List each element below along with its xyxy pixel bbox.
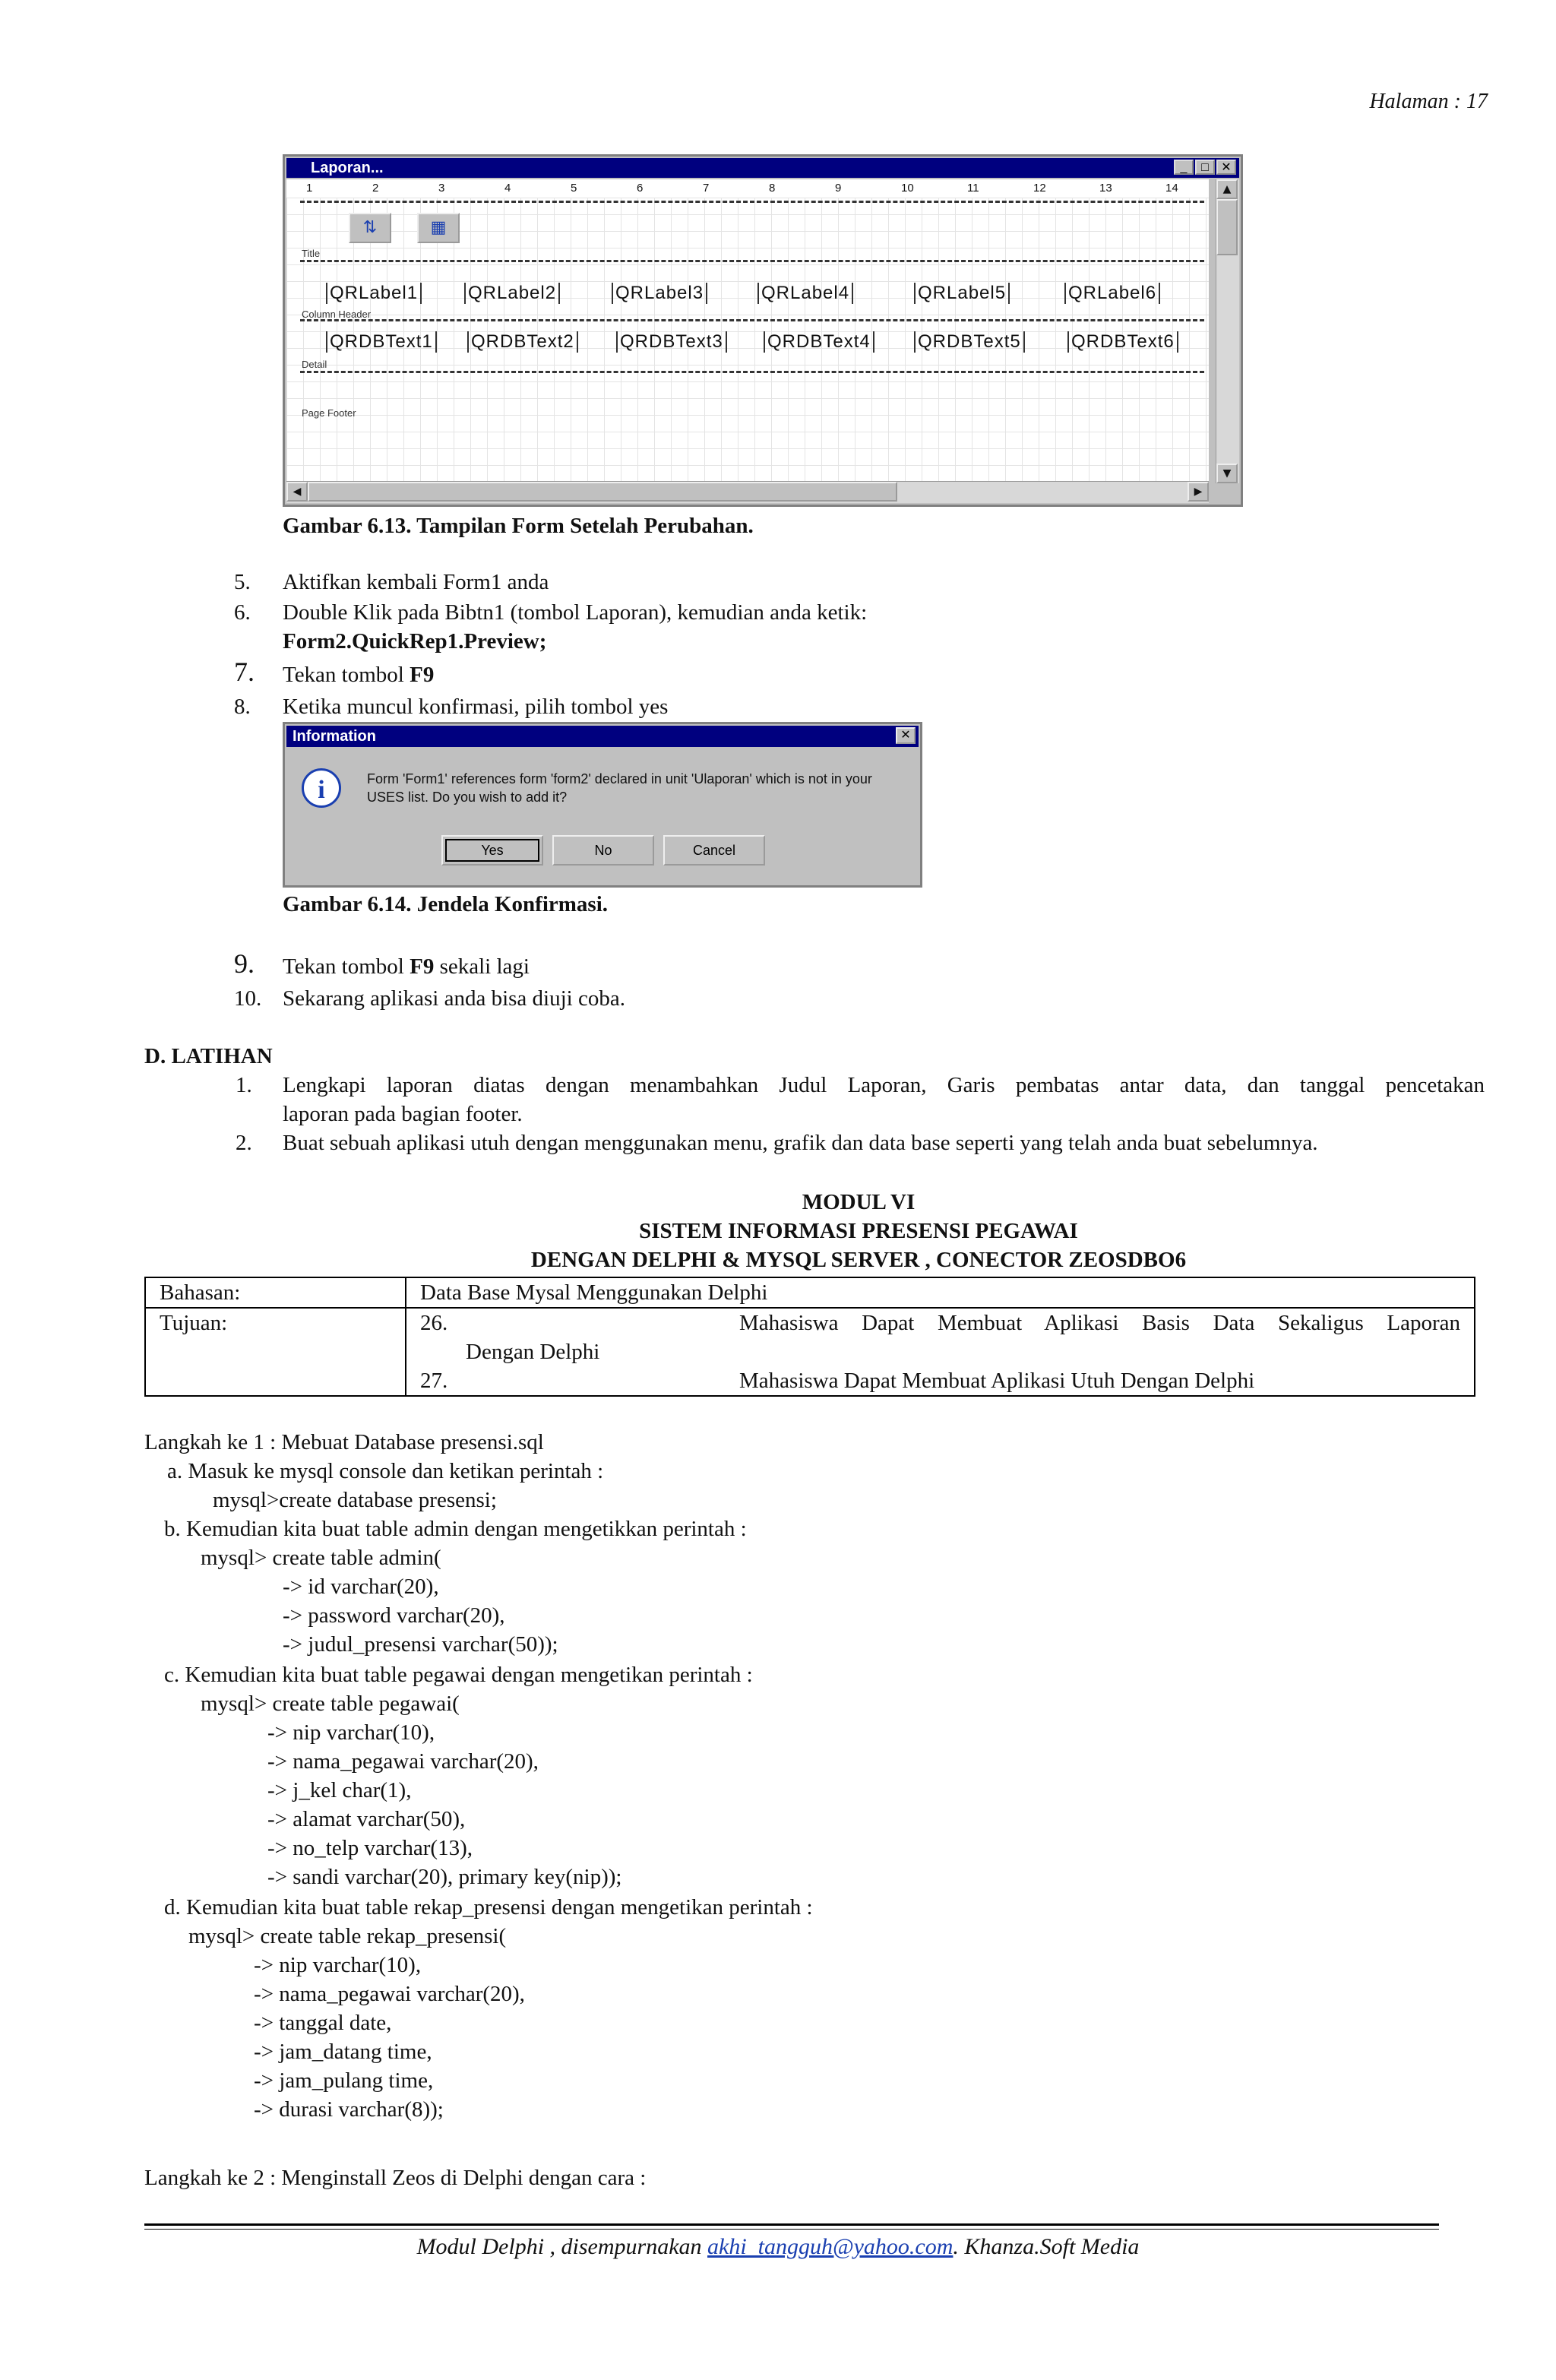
maximize-button[interactable]: □ xyxy=(1195,160,1215,175)
band-label-page-footer: Page Footer xyxy=(302,407,356,419)
ruler-number: 7 xyxy=(703,182,710,195)
code-line: -> judul_presensi varchar(50)); xyxy=(283,1632,558,1657)
band-label-column-header: Column Header xyxy=(302,309,372,320)
ruler-number: 5 xyxy=(571,182,577,195)
report-data-icon[interactable]: ⇅ xyxy=(349,213,391,243)
table-cell xyxy=(406,1308,1475,1396)
exercise-text: Buat sebuah aplikasi utuh dengan menggunakan menu, grafik dan data base seperti yang telah anda buat sebelumnya. xyxy=(283,1131,1318,1155)
step-text: Aktifkan kembali Form1 anda xyxy=(283,570,549,594)
qrlabel-3[interactable]: QRLabel3 xyxy=(612,283,707,304)
goal-number: 27. xyxy=(420,1369,448,1393)
modul-title: MODUL VI xyxy=(802,1190,916,1214)
step-text: Double Klik pada Bibtn1 (tombol Laporan), kemudian anda ketik: xyxy=(283,600,868,625)
email-link[interactable]: akhi_tangguh@yahoo.com xyxy=(707,2234,954,2259)
band-divider xyxy=(300,319,1204,321)
scroll-up-icon[interactable]: ▲ xyxy=(1216,179,1238,199)
code-line: -> alamat varchar(50), xyxy=(267,1807,466,1831)
scroll-down-icon[interactable]: ▼ xyxy=(1216,464,1238,483)
figure-6-13-caption: Gambar 6.13. Tampilan Form Setelah Perubahan. xyxy=(283,514,754,538)
qrdbtext-5[interactable]: QRDBText5 xyxy=(914,331,1025,353)
substep-c: c. Kemudian kita buat table pegawai dengan mengetikan perintah : xyxy=(164,1663,753,1687)
ruler-number: 2 xyxy=(372,182,379,195)
code-line: mysql>create database presensi; xyxy=(213,1488,497,1512)
step-text: Tekan tombol F9 sekali lagi xyxy=(283,954,530,979)
substep-a: a. Masuk ke mysql console dan ketikan perintah : xyxy=(167,1459,604,1483)
code-line: mysql> create table pegawai( xyxy=(201,1692,460,1716)
window-title: Laporan... xyxy=(311,160,384,176)
substep-b: b. Kemudian kita buat table admin dengan mengetikkan perintah : xyxy=(164,1517,747,1541)
goal-text-cont: Dengan Delphi xyxy=(466,1340,600,1364)
step-text: Sekarang aplikasi anda bisa diuji coba. xyxy=(283,986,625,1011)
key-f9: F9 xyxy=(410,663,435,687)
table-cell: Tujuan: xyxy=(145,1308,406,1396)
code-line: -> durasi varchar(8)); xyxy=(254,2097,444,2122)
step-number: 7. xyxy=(234,657,255,687)
horizontal-scrollbar[interactable] xyxy=(286,481,1209,503)
ruler-number: 14 xyxy=(1165,182,1178,195)
goal-number: 26. xyxy=(420,1311,448,1335)
modul-subtitle-2: DENGAN DELPHI & MYSQL SERVER , CONECTOR ZEOSDBO6 xyxy=(530,1248,1187,1272)
modul-subtitle: SISTEM INFORMASI PRESENSI PEGAWAI xyxy=(639,1219,1078,1243)
exercise-number: 1. xyxy=(236,1073,252,1097)
yes-button[interactable]: Yes xyxy=(441,835,543,866)
goal-text: Mahasiswa Dapat Membuat Aplikasi Utuh Dengan Delphi xyxy=(739,1369,1255,1393)
step-text: Tekan tombol F9 xyxy=(283,663,435,687)
module-info-table xyxy=(144,1277,1475,1397)
langkah-2-heading: Langkah ke 2 : Menginstall Zeos di Delphi dengan cara : xyxy=(144,2166,647,2190)
ruler-number: 11 xyxy=(967,182,979,195)
band-label-title: Title xyxy=(302,248,321,259)
dialog-title-bar[interactable] xyxy=(286,726,919,747)
code-line: -> tanggal date, xyxy=(254,2011,392,2035)
step-number: 6. xyxy=(234,600,251,625)
step-number: 9. xyxy=(234,948,255,979)
step-text: Ketika muncul konfirmasi, pilih tombol yes xyxy=(283,695,669,719)
langkah-1-heading: Langkah ke 1 : Mebuat Database presensi.sql xyxy=(144,1430,544,1454)
qrdbtext-3[interactable]: QRDBText3 xyxy=(616,331,727,353)
ruler-number: 6 xyxy=(637,182,644,195)
no-button[interactable]: No xyxy=(552,835,654,866)
information-dialog xyxy=(283,722,922,888)
ruler-number: 9 xyxy=(835,182,842,195)
code-line: -> nama_pegawai varchar(20), xyxy=(254,1982,525,2006)
minimize-button[interactable]: _ xyxy=(1174,160,1194,175)
code-line: -> j_kel char(1), xyxy=(267,1778,412,1802)
band-divider xyxy=(300,201,1204,203)
table-cell: Bahasan: xyxy=(145,1277,406,1308)
code-line: -> jam_pulang time, xyxy=(254,2068,434,2093)
code-line: -> nip varchar(10), xyxy=(267,1720,435,1745)
scroll-right-icon[interactable]: ▶ xyxy=(1188,482,1209,502)
qrlabel-5[interactable]: QRLabel5 xyxy=(914,283,1010,304)
report-table-icon[interactable]: ▦ xyxy=(417,213,460,243)
scroll-left-icon[interactable]: ◀ xyxy=(286,482,308,502)
page-number-header: Halaman : 17 xyxy=(1369,90,1488,113)
qrdbtext-4[interactable]: QRDBText4 xyxy=(764,331,874,353)
qrlabel-4[interactable]: QRLabel4 xyxy=(757,283,853,304)
code-line: -> jam_datang time, xyxy=(254,2040,432,2064)
exercise-text: Lengkapi laporan diatas dengan menambahkan Judul Laporan, Garis pembatas antar data, dan tanggal pencetakan xyxy=(283,1073,1485,1097)
qrdbtext-2[interactable]: QRDBText2 xyxy=(467,331,578,353)
latihan-heading: D. LATIHAN xyxy=(144,1044,273,1068)
code-line: -> nama_pegawai varchar(20), xyxy=(267,1749,539,1774)
step-number: 5. xyxy=(234,570,251,594)
substep-d: d. Kemudian kita buat table rekap_presensi dengan mengetikan perintah : xyxy=(164,1895,813,1920)
code-line: -> password varchar(20), xyxy=(283,1603,505,1628)
ruler-number: 8 xyxy=(769,182,776,195)
ruler-number: 13 xyxy=(1099,182,1112,195)
band-divider xyxy=(300,260,1204,262)
vertical-scrollbar[interactable] xyxy=(1216,179,1239,483)
footer-divider xyxy=(144,2229,1439,2230)
band-divider xyxy=(300,371,1204,373)
horizontal-scroll-thumb[interactable] xyxy=(308,482,897,502)
key-f9: F9 xyxy=(410,954,435,979)
table-row xyxy=(145,1277,1475,1308)
footer-divider xyxy=(144,2223,1439,2226)
qrdbtext-1[interactable]: QRDBText1 xyxy=(326,331,437,353)
cancel-button[interactable]: Cancel xyxy=(663,835,765,866)
code-line: mysql> create table admin( xyxy=(201,1546,441,1570)
dialog-close-button[interactable]: ✕ xyxy=(896,727,916,744)
figure-6-14-caption: Gambar 6.14. Jendela Konfirmasi. xyxy=(283,892,609,916)
dialog-message: Form 'Form1' references form 'form2' declared in unit 'Ulaporan' which is not in your USES list. Do you wish to add it? xyxy=(367,771,872,805)
code-line: -> no_telp varchar(13), xyxy=(267,1836,473,1860)
ruler-number: 4 xyxy=(504,182,511,195)
code-line: -> id varchar(20), xyxy=(283,1575,439,1599)
qrlabel-1[interactable]: QRLabel1 xyxy=(326,283,422,304)
step-number: 10. xyxy=(234,986,262,1011)
dialog-title: Information xyxy=(293,728,376,745)
ruler-number: 10 xyxy=(901,182,914,195)
information-icon: i xyxy=(302,768,341,808)
qrlabel-6[interactable]: QRLabel6 xyxy=(1064,283,1160,304)
exercise-number: 2. xyxy=(236,1131,252,1155)
code-line: -> nip varchar(10), xyxy=(254,1953,422,1977)
exercise-text-cont: laporan pada bagian footer. xyxy=(283,1102,523,1126)
band-label-detail: Detail xyxy=(302,359,327,370)
ruler-number: 12 xyxy=(1033,182,1046,195)
code-line: -> sandi varchar(20), primary key(nip)); xyxy=(267,1865,622,1889)
step-number: 8. xyxy=(234,695,251,719)
table-row xyxy=(145,1308,1475,1396)
ruler xyxy=(286,179,1209,198)
goal-text: Mahasiswa Dapat Membuat Aplikasi Basis Data Sekaligus Laporan xyxy=(739,1311,1460,1335)
page-footer: Modul Delphi , disempurnakan akhi_tangguh@yahoo.com. Khanza.Soft Media xyxy=(416,2234,1140,2259)
qrlabel-2[interactable]: QRLabel2 xyxy=(464,283,560,304)
vertical-scroll-thumb[interactable] xyxy=(1216,199,1238,255)
report-design-canvas[interactable] xyxy=(286,198,1209,482)
ruler-number: 1 xyxy=(306,182,313,195)
ruler-number: 3 xyxy=(438,182,445,195)
code-line: mysql> create table rekap_presensi( xyxy=(188,1924,507,1948)
quickreport-form-window xyxy=(283,154,1243,507)
table-cell: Data Base Mysal Menggunakan Delphi xyxy=(406,1277,1475,1308)
qrdbtext-6[interactable]: QRDBText6 xyxy=(1067,331,1178,353)
close-button[interactable]: ✕ xyxy=(1216,160,1236,175)
window-title-bar[interactable] xyxy=(286,158,1239,178)
code-line: Form2.QuickRep1.Preview; xyxy=(283,629,547,654)
